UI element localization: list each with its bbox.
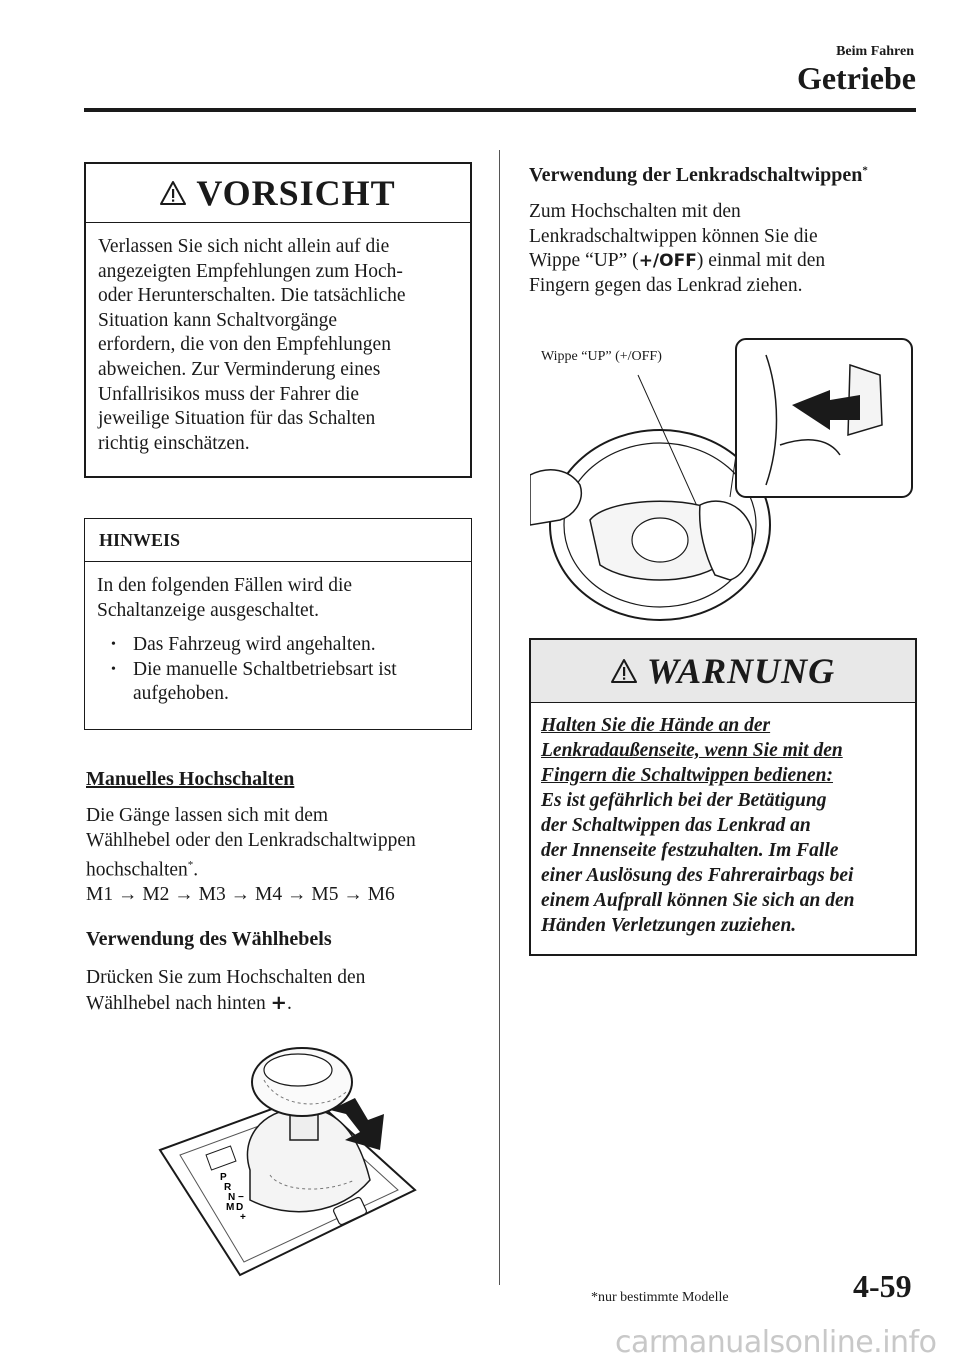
up-off-symbol: +/OFF: [638, 251, 697, 272]
gate-label-d: D: [236, 1202, 244, 1213]
text-line: Zum Hochschalten mit den: [529, 201, 741, 222]
watermark: carmanualsonline.info: [615, 1325, 937, 1360]
caution-header: [86, 164, 470, 223]
caution-text: [86, 223, 470, 456]
note-list-item: • Die manuelle Schaltbetriebsart ist aufgehoben.: [111, 658, 461, 707]
warning-emphasis-line: Halten Sie die Hände an der: [541, 715, 771, 736]
caution-line: richtig einschätzen.: [98, 432, 250, 454]
note-line: In den folgenden Fällen wird die: [97, 575, 353, 596]
warning-triangle-icon: [160, 180, 186, 206]
text-line: Drücken Sie zum Hochschalten den: [86, 967, 366, 988]
paddles-heading-text: Verwendung der Lenkradschaltwippen: [529, 164, 863, 186]
text-fragment: ) einmal mit den: [696, 250, 826, 272]
note-list-item: • Das Fahrzeug wird angehalten.: [111, 633, 461, 658]
caution-line: oder Herunterschalten. Die tatsächliche: [98, 285, 406, 307]
text-fragment: hochschalten: [86, 859, 188, 881]
selector-heading: Verwendung des Wählhebels: [86, 928, 332, 950]
gear-selector-illustration: [140, 1040, 430, 1278]
steering-wheel-illustration: [530, 335, 918, 625]
gate-label-minus: −: [238, 1192, 244, 1203]
caution-box: [84, 162, 472, 478]
footnote-marker: *: [187, 859, 194, 872]
warning-box: [529, 638, 917, 956]
text-fragment: Wählhebel nach hinten: [86, 992, 266, 1014]
warning-text: [531, 703, 915, 938]
caution-line: jeweilige Situation für das Schalten: [98, 408, 376, 430]
header-rule: [84, 108, 916, 112]
caution-line: Unfallrisikos muss der Fahrer die: [98, 383, 360, 405]
gear-sequence: M1 → M2 → M3 → M4 → M5 → M6: [86, 884, 395, 906]
text-line: [86, 991, 486, 1017]
manual-upshift-heading: Manuelles Hochschalten: [86, 768, 295, 790]
chapter-title: Getriebe: [796, 60, 916, 96]
gate-label-p: P: [220, 1172, 227, 1183]
page-number: 4-59: [853, 1268, 912, 1304]
section-label: Beim Fahren: [836, 44, 914, 59]
warning-line: der Innenseite festzuhalten. Im Falle: [541, 840, 839, 861]
text-line: [86, 853, 486, 883]
caution-line: Situation kann Schaltvorgänge: [98, 309, 338, 331]
caution-line: angezeigten Empfehlungen zum Hoch-: [98, 260, 403, 282]
warning-line: einem Aufprall können Sie sich an den: [541, 890, 855, 911]
paddle-figure-label: Wippe “UP” (+/OFF): [541, 349, 662, 364]
caution-line: abweichen. Zur Verminderung eines: [98, 358, 381, 380]
warning-emphasis-line: Lenkradaußenseite, wenn Sie mit den: [541, 740, 843, 761]
text-fragment: .: [286, 992, 292, 1014]
caution-line: erfordern, die von den Empfehlungen: [98, 334, 391, 356]
footnote-marker: *: [862, 164, 868, 177]
caution-title: VORSICHT: [196, 173, 396, 213]
gate-label-n: N: [228, 1192, 236, 1203]
note-list: [97, 633, 461, 707]
gate-label-plus: +: [240, 1212, 246, 1223]
gate-label-r: R: [224, 1182, 232, 1193]
text-fragment: Wippe “UP” (: [529, 250, 639, 272]
plus-symbol: +: [270, 990, 287, 1014]
text-line: Die Gänge lassen sich mit dem: [86, 805, 329, 826]
text-line: Fingern gegen das Lenkrad ziehen.: [529, 274, 803, 296]
gate-label-m: M: [226, 1202, 235, 1213]
paddles-heading: [529, 164, 868, 187]
note-box: [84, 518, 472, 730]
warning-line: einer Auslösung des Fahrerairbags bei: [541, 865, 854, 886]
warning-line: der Schaltwippen das Lenkrad an: [541, 815, 811, 836]
warning-line: Händen Verletzungen zuziehen.: [541, 915, 797, 936]
warning-line: Es ist gefährlich bei der Betätigung: [541, 790, 827, 811]
footnote: *nur bestimmte Modelle: [591, 1290, 729, 1305]
warning-header: [531, 640, 915, 703]
text-line: [529, 249, 919, 274]
text-line: Wählhebel oder den Lenkradschaltwippen: [86, 829, 416, 851]
text-line: Lenkradschaltwippen können Sie die: [529, 225, 818, 247]
note-text: [85, 562, 471, 707]
note-title: HINWEIS: [85, 519, 471, 562]
paddles-text: [529, 200, 919, 298]
warning-triangle-icon: [611, 658, 637, 684]
warning-title: WARNUNG: [646, 651, 836, 691]
text-fragment: .: [193, 859, 199, 881]
manual-upshift-text: [86, 804, 486, 908]
selector-text: [86, 966, 486, 1016]
caution-line: Verlassen Sie sich nicht allein auf die: [98, 236, 390, 257]
note-line: Schaltanzeige ausgeschaltet.: [97, 599, 319, 621]
column-divider: [499, 150, 500, 1285]
warning-emphasis-line: Fingern die Schaltwippen bedienen:: [541, 765, 833, 786]
